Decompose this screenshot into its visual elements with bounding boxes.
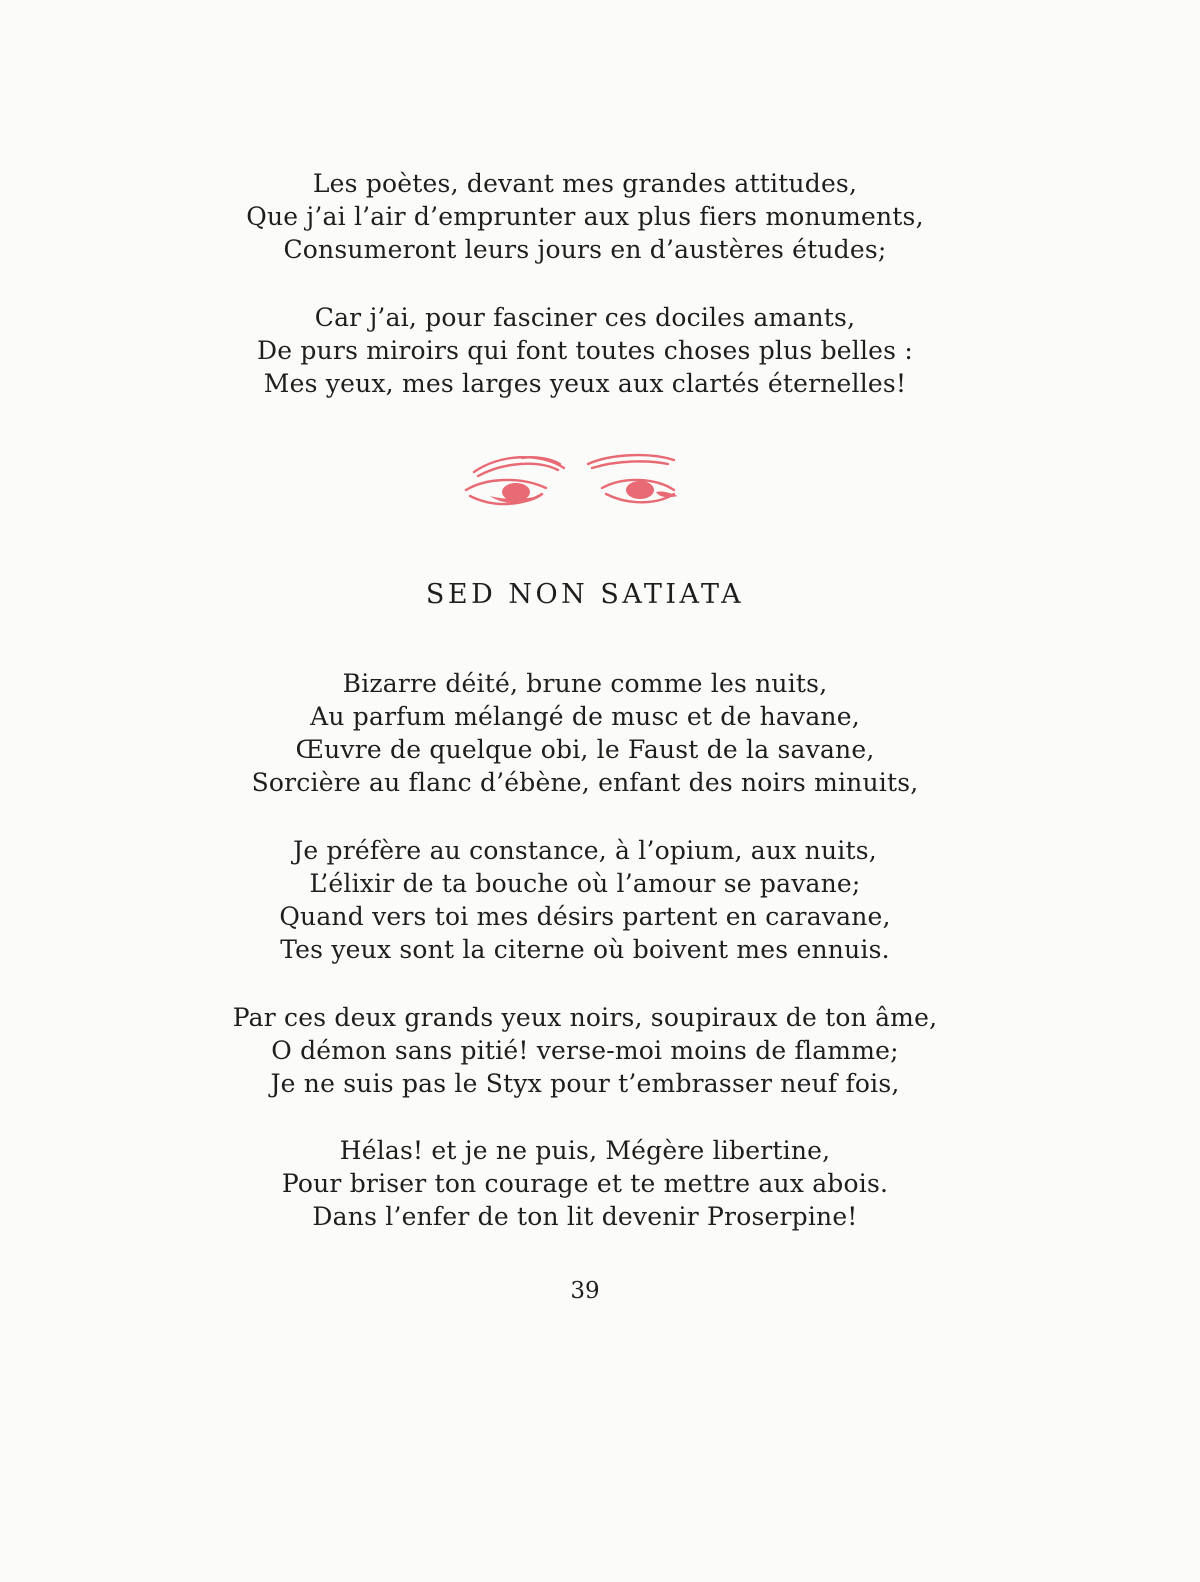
stanza-2: [150, 301, 1020, 400]
verse-line: Par ces deux grands yeux noirs, soupiraux de ton âme,: [232, 1003, 938, 1032]
verse-line: Les poètes, devant mes grandes attitudes,: [312, 169, 858, 198]
verse-line: Hélas! et je ne puis, Mégère libertine,: [339, 1136, 831, 1165]
verse-line: Bizarre déité, brune comme les nuits,: [342, 669, 828, 698]
verse-line: Je ne suis pas le Styx pour t’embrasser neuf fois,: [270, 1069, 900, 1098]
verse-line: Que j’ai l’air d’emprunter aux plus fiers monuments,: [246, 202, 924, 231]
verse-line: Sorcière au flanc d’ébène, enfant des noirs minuits,: [251, 768, 919, 797]
verse-line: Je préfère au constance, à l’opium, aux nuits,: [293, 836, 877, 865]
verse-line: Quand vers toi mes désirs partent en caravane,: [279, 902, 891, 931]
poem-title: SED NON SATIATA: [425, 579, 745, 610]
verse-line: L’élixir de ta bouche où l’amour se pavane;: [309, 869, 861, 898]
verse-line: Dans l’enfer de ton lit devenir Proserpine!: [312, 1202, 858, 1231]
verse-line: Car j’ai, pour fasciner ces dociles amants,: [314, 303, 856, 332]
verse-line: O démon sans pitié! verse-moi moins de flamme;: [271, 1036, 899, 1065]
stanza-5: [150, 1001, 1020, 1100]
verse-line: De purs miroirs qui font toutes choses plus belles :: [257, 336, 913, 365]
stanza-3: [150, 667, 1020, 799]
verse-line: Pour briser ton courage et te mettre aux abois.: [281, 1169, 889, 1198]
verse-line: Au parfum mélangé de musc et de havane,: [310, 702, 860, 731]
stanza-1: [150, 167, 1020, 266]
verse-line: Tes yeux sont la citerne où boivent mes ennuis.: [280, 935, 890, 964]
page-number: 39: [570, 1278, 600, 1304]
verse-line: Consumeront leurs jours en d’austères études;: [283, 235, 887, 264]
stanza-6: [150, 1134, 1020, 1233]
verse-line: Mes yeux, mes larges yeux aux clartés éternelles!: [263, 369, 907, 398]
verse-line: Œuvre de quelque obi, le Faust de la savane,: [295, 735, 875, 764]
eyes-illustration-icon: [460, 450, 680, 520]
stanza-4: [150, 834, 1020, 966]
